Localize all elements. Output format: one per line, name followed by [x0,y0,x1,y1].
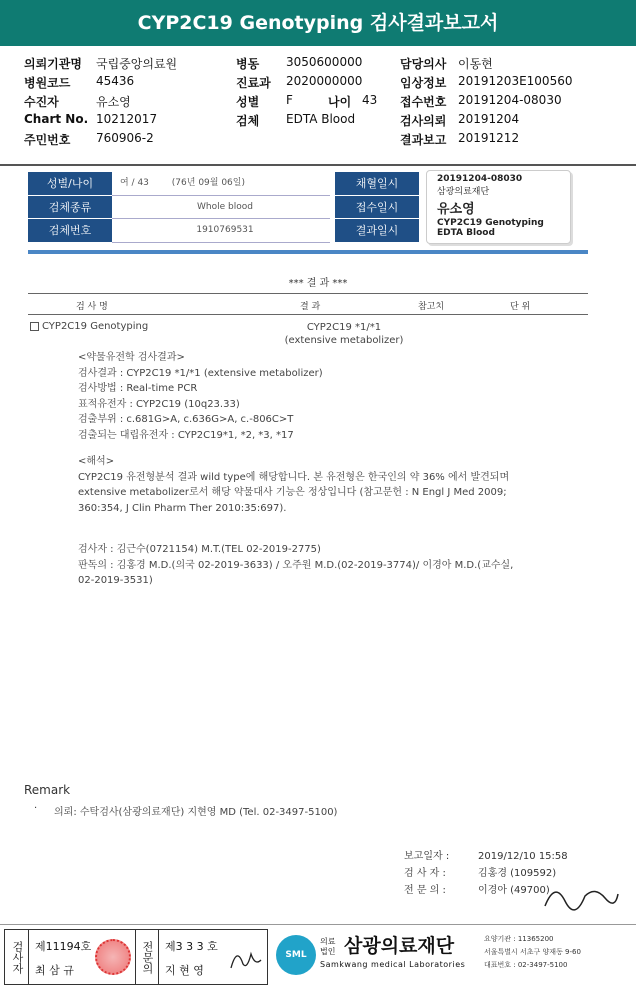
name-value: 유소영 [96,95,131,109]
detail-line: 검사방법 : Real-time PCR [78,383,198,394]
org-name: 삼광의료재단 [344,935,455,957]
detail-line: 검출부위 : c.681G>A, c.636G>A, c.-806C>T [78,414,294,425]
report-value: 20191212 [458,131,520,145]
doctor-value: 이동현 [458,57,493,71]
report-title: CYP2C19 Genotyping 검사결과보고서 [0,0,636,46]
detail-line: 검사결과 : CYP2C19 *1/*1 (extensive metabolizer) [78,367,323,379]
interp-line: CYP2C19 유전형분석 결과 wild type에 해당합니다. 본 유전형은 한국인의 약 36% 에서 발견되며 [78,471,510,483]
sex-value: F [286,93,293,107]
signature-icon [227,940,263,976]
col-ref: 참고치 [418,302,445,312]
doctor-label: 담당의사 [400,57,447,71]
divider [0,164,636,166]
results-header [28,293,588,315]
request-value: 20191204 [458,112,520,126]
result-line-1: CYP2C19 *1/*1 [306,322,382,333]
section-title: <약물유전학 검사결과> [78,352,185,363]
tag-name: 유소영 [437,202,475,217]
signature-image [540,876,620,912]
addr-line: 요양기관 : 11365200 [484,935,554,943]
footer [0,924,636,992]
org-prefix: 의료법인 [320,937,336,956]
interp-line: extensive metabolizer로서 해당 약물대사 기능은 정상입니다 (참고문헌 : N Engl J Med 2009; [78,487,507,498]
box2-name: 지 현 영 [165,964,204,977]
addr-line: 서울특별시 서초구 양재동 9-60 [484,948,581,956]
receipt-label: 접수번호 [400,95,447,109]
reader-line-cont: 02-2019-3531) [78,575,153,586]
chart-label: Chart No. [24,112,89,126]
box2-no: 제3 3 3 호 [165,940,218,953]
specimen-tag [426,170,571,244]
remark-bullet: · [34,803,38,814]
blue-divider [28,250,588,254]
report-tester-label: 검 사 자 : [404,868,446,879]
name-label: 수진자 [24,95,59,109]
dept-value: 2020000000 [286,74,363,88]
result-value [284,321,404,347]
agency-value: 국립중앙의료원 [96,57,178,71]
interpretation [78,454,608,516]
remark-text: 의뢰: 수탁검사(삼광의료재단) 지현영 MD (Tel. 02-3497-5100) [54,807,338,818]
hospital-code-label: 병원코드 [24,76,71,90]
clinical-label: 임상정보 [400,76,447,90]
specimen-no-value: 1910769531 [112,219,330,243]
hospital-code-value: 45436 [96,74,135,88]
org-contact [484,933,581,972]
tag-org: 삼광의료재단 [437,187,490,197]
results-title: *** 결 과 *** [288,278,348,289]
age-label: 나이 [328,95,352,109]
col-test: 검 사 명 [76,302,108,312]
remark-title: Remark [24,783,71,797]
detail-line: 검출되는 대립유전자 : CYP2C19*1, *2, *3, *17 [78,429,294,441]
request-label: 검사의뢰 [400,114,447,128]
report-expert-label: 전 문 의 : [404,885,446,896]
checkbox-icon [30,322,39,331]
receipt-value: 20191204-08030 [458,93,562,107]
reader-line: 판독의 : 김홍경 M.D.(의국 02-2019-3633) / 오주원 M.D.(02-2019-3774)/ 이경아 M.D.(교수실, [78,559,514,571]
tag-no: 20191204-08030 [437,174,523,184]
patient-info [24,55,624,150]
test-name: CYP2C19 Genotyping [42,321,149,332]
age-value: 43 [362,93,378,107]
birth-value: (76년 09월 06일) [171,178,245,188]
specimen-value: EDTA Blood [286,112,356,126]
pgx-section [78,350,323,443]
detail-line: 표적유전자 : CYP2C19 (10q23.33) [78,398,240,410]
box2-label: 전문의 [135,930,159,984]
addr-line: 대표번호 : 02-3497-5100 [484,961,568,969]
sex-age-label: 성별/나이 [28,172,112,196]
tester-line: 검사자 : 김근수(0721154) M.T.(TEL 02-2019-2775) [78,544,321,555]
report-date-label: 보고일자 : [404,851,450,862]
staff-info [78,542,608,589]
stamp-box [4,929,268,985]
specimen-type-value: Whole blood [112,196,330,220]
specimen-no-label: 검체번호 [28,219,112,243]
sex-age-value: 여 / 43 [120,178,149,188]
scan-date-labels [335,172,419,243]
test-row [30,321,148,332]
agency-label: 의뢰기관명 [24,57,82,71]
interp-line: 360:354, J Clin Pharm Ther 2010:35:697). [78,502,287,514]
logo-icon: SML [276,935,316,975]
scan-patient-table [28,172,330,243]
result-date-label: 결과일시 [335,219,419,243]
report-tester: 김홍경 (109592) [478,868,557,879]
box1-no: 제11194호 [35,940,92,953]
dept-label: 진료과 [236,76,271,90]
col-result: 결 과 [300,302,321,312]
collect-label: 채혈일시 [335,172,419,196]
tag-spec: EDTA Blood [437,228,495,238]
org-en: Samkwang medical Laboratories [320,960,466,969]
report-label: 결과보고 [400,133,447,147]
report-date: 2019/12/10 15:58 [478,851,568,862]
sex-label: 성별 [236,95,260,109]
interp-title: <해석> [78,456,115,467]
result-line-2: (extensive metabolizer) [284,335,404,346]
ssn-label: 주민번호 [24,133,71,147]
chart-value: 10212017 [96,112,158,126]
box1-name: 최 삼 규 [35,964,74,977]
ward-label: 병동 [236,57,260,71]
clinical-value: 20191203E100560 [458,74,573,88]
col-unit: 단 위 [510,302,531,312]
receive-label: 접수일시 [335,196,419,220]
seal-icon [95,939,131,975]
ward-value: 3050600000 [286,55,363,69]
ssn-value: 760906-2 [96,131,154,145]
specimen-label: 검체 [236,114,260,128]
tag-test: CYP2C19 Genotyping [437,218,544,228]
sex-age-cell [112,172,330,196]
report-expert: 이경아 (49700) [478,885,550,896]
specimen-type-label: 검체종류 [28,196,112,220]
box1-label: 검사자 [5,930,29,984]
